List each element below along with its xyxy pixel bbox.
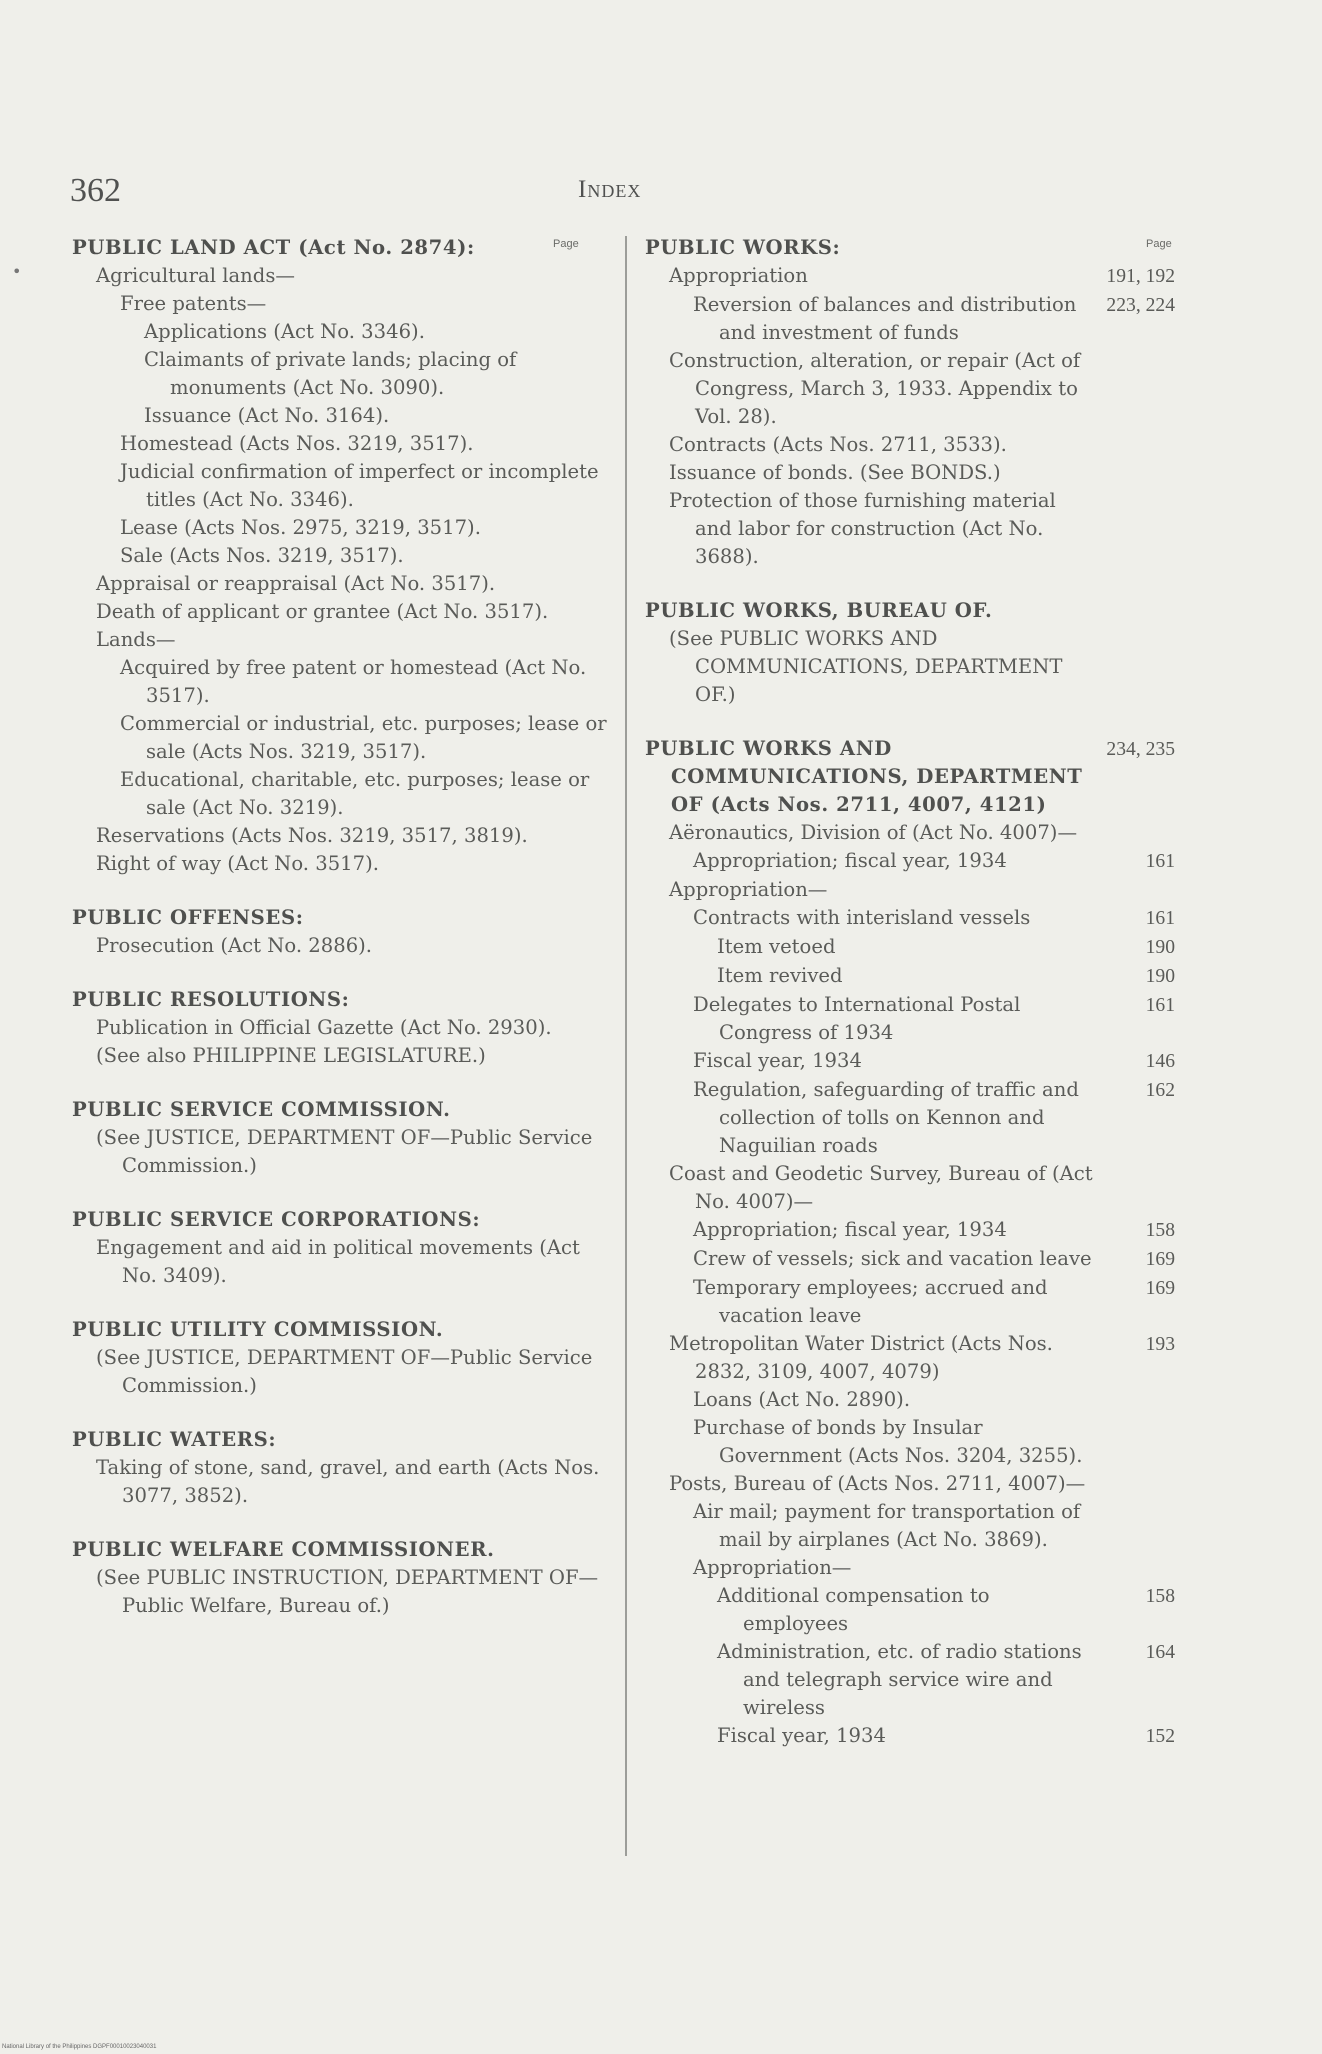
index-subentry: [645, 876, 1175, 904]
entry-text: Protection of those furnishing material and labor for construction (Act No. 3688).: [669, 489, 1056, 568]
entry-text: Reversion of balances and distribution and investment of funds: [693, 293, 1077, 344]
entry-page-ref: 162: [1145, 1080, 1175, 1101]
entry-page-ref: 190: [1145, 966, 1175, 987]
index-subentry: [72, 1454, 610, 1510]
entry-text: Contracts with interisland vessels: [693, 906, 1031, 929]
entry-text: Appropriation—: [669, 878, 828, 901]
entry-page-ref: 161: [1145, 908, 1175, 929]
index-subentry: [72, 1344, 610, 1400]
entry-text: (See PUBLIC INSTRUCTION, DEPARTMENT OF—Public Welfare, Bureau of.): [96, 1566, 599, 1617]
entry-text: PUBLIC SERVICE CORPORATIONS:: [72, 1208, 481, 1231]
index-subentry: [645, 431, 1175, 459]
entry-text: Item vetoed: [717, 935, 836, 958]
entry-text: Judicial confirmation of imperfect or incomplete titles (Act No. 3346).: [120, 460, 599, 511]
entry-page-ref: 169: [1145, 1278, 1175, 1299]
index-subentry: [72, 654, 610, 710]
index-heading: [72, 1096, 610, 1124]
index-subentry: [72, 822, 610, 850]
running-head: Index: [578, 176, 642, 203]
entry-text: Commercial or industrial, etc. purposes; lease or sale (Acts Nos. 3219, 3517).: [120, 712, 607, 763]
index-subentry: [72, 346, 610, 402]
footer-credit: National Library of the Philippines DGPF00010023040031: [2, 2044, 157, 2050]
entry-text: PUBLIC WORKS AND COMMUNICATIONS, DEPARTMENT OF (Acts Nos. 2711, 4007, 4121): [645, 737, 1083, 816]
entry-text: Metropolitan Water District (Acts Nos. 2832, 3109, 4007, 4079): [669, 1332, 1053, 1383]
index-heading: [72, 986, 610, 1014]
entry-text: PUBLIC SERVICE COMMISSION.: [72, 1098, 451, 1121]
entry-page-ref: 152: [1145, 1726, 1175, 1747]
index-heading: [645, 234, 1175, 262]
entry-spacer: [645, 571, 1175, 597]
entry-text: Right of way (Act No. 3517).: [96, 852, 379, 875]
index-subentry: [72, 1564, 610, 1620]
entry-text: PUBLIC WORKS:: [645, 236, 841, 259]
index-subentry: [645, 487, 1175, 571]
entry-text: Item revived: [717, 964, 843, 987]
entry-text: Appropriation; fiscal year, 1934: [693, 849, 1007, 872]
index-subentry: [645, 1245, 1175, 1274]
entry-text: Aëronautics, Division of (Act No. 4007)—: [669, 821, 1078, 844]
entry-text: Free patents—: [120, 292, 267, 315]
entry-page-ref: 146: [1145, 1051, 1175, 1072]
index-subentry: [645, 1414, 1175, 1470]
entry-spacer: [72, 1400, 610, 1426]
index-subentry: [72, 1014, 610, 1042]
entry-text: Fiscal year, 1934: [693, 1049, 862, 1072]
index-heading: [72, 1206, 610, 1234]
entry-page-ref: 193: [1145, 1334, 1175, 1355]
index-heading: [645, 597, 1175, 625]
index-subentry: [72, 1042, 610, 1070]
entry-text: Issuance of bonds. (See BONDS.): [669, 461, 1001, 484]
entry-spacer: [72, 960, 610, 986]
entry-text: Sale (Acts Nos. 3219, 3517).: [120, 544, 404, 567]
entry-text: PUBLIC OFFENSES:: [72, 906, 304, 929]
index-subentry: [72, 710, 610, 766]
entry-page-ref: 158: [1145, 1586, 1175, 1607]
index-subentry: [72, 290, 610, 318]
entry-text: Appropriation: [669, 264, 808, 287]
entry-text: Appropriation; fiscal year, 1934: [693, 1218, 1007, 1241]
index-subentry: [645, 1160, 1175, 1216]
index-subentry: [645, 347, 1175, 431]
index-subentry: [72, 430, 610, 458]
entry-text: PUBLIC WATERS:: [72, 1428, 277, 1451]
index-subentry: [72, 1124, 610, 1180]
entry-text: PUBLIC WORKS, BUREAU OF.: [645, 599, 993, 622]
index-subentry: [645, 1722, 1175, 1751]
entry-text: PUBLIC UTILITY COMMISSION.: [72, 1318, 444, 1341]
right-page-label: Page: [1146, 238, 1172, 250]
entry-spacer: [72, 878, 610, 904]
index-subentry: [645, 1498, 1175, 1554]
index-subentry: [645, 1470, 1175, 1498]
entry-text: Agricultural lands—: [96, 264, 295, 287]
entry-text: Crew of vessels; sick and vacation leave: [693, 1247, 1092, 1270]
entry-text: (See JUSTICE, DEPARTMENT OF—Public Service Commission.): [96, 1126, 593, 1177]
index-subentry: [72, 598, 610, 626]
index-subentry: [645, 291, 1175, 347]
index-heading: [645, 735, 1175, 819]
entry-text: Delegates to International Postal Congress of 1934: [693, 993, 1021, 1044]
entry-text: PUBLIC LAND ACT (Act No. 2874):: [72, 236, 475, 259]
entry-page-ref: 161: [1145, 851, 1175, 872]
entry-text: Issuance (Act No. 3164).: [144, 404, 390, 427]
entry-text: Construction, alteration, or repair (Act of Congress, March 3, 1933. Appendix to Vol. 28).: [669, 349, 1081, 428]
index-subentry: [72, 514, 610, 542]
page-number: 362: [70, 172, 121, 209]
entry-text: Additional compensation to employees: [717, 1584, 990, 1635]
index-subentry: [645, 1554, 1175, 1582]
index-subentry: [72, 1234, 610, 1290]
entry-text: Fiscal year, 1934: [717, 1724, 886, 1747]
index-subentry: [72, 570, 610, 598]
entry-text: Claimants of private lands; placing of monuments (Act No. 3090).: [144, 348, 517, 399]
entry-text: Lands—: [96, 628, 176, 651]
left-page-label: Page: [553, 238, 579, 250]
entry-text: Prosecution (Act No. 2886).: [96, 934, 373, 957]
entry-spacer: [72, 1290, 610, 1316]
entry-page-ref: 164: [1145, 1642, 1175, 1663]
entry-text: Taking of stone, sand, gravel, and earth (Acts Nos. 3077, 3852).: [96, 1456, 600, 1507]
entry-text: Air mail; payment for transportation of mail by airplanes (Act No. 3869).: [693, 1500, 1081, 1551]
entry-text: Purchase of bonds by Insular Government (Acts Nos. 3204, 3255).: [693, 1416, 1083, 1467]
entry-page-ref: 234, 235: [1106, 739, 1175, 760]
entry-text: Regulation, safeguarding of traffic and collection of tolls on Kennon and Naguilian roads: [693, 1078, 1079, 1157]
index-heading: [72, 1316, 610, 1344]
index-subentry: [72, 850, 610, 878]
entry-text: Appraisal or reappraisal (Act No. 3517).: [96, 572, 496, 595]
index-subentry: [72, 626, 610, 654]
index-heading: [72, 1536, 610, 1564]
entry-page-ref: 191, 192: [1106, 266, 1175, 287]
index-subentry: [645, 1638, 1175, 1722]
index-subentry: [645, 1274, 1175, 1330]
entry-text: Coast and Geodetic Survey, Bureau of (Act No. 4007)—: [669, 1162, 1093, 1213]
index-subentry: [72, 458, 610, 514]
entry-text: (See also PHILIPPINE LEGISLATURE.): [96, 1044, 486, 1067]
entry-spacer: [645, 709, 1175, 735]
index-subentry: [645, 1582, 1175, 1638]
index-subentry: [645, 1047, 1175, 1076]
entry-text: Publication in Official Gazette (Act No. 2930).: [96, 1016, 552, 1039]
entry-page-ref: 190: [1145, 937, 1175, 958]
index-subentry: [645, 459, 1175, 487]
index-subentry: [72, 318, 610, 346]
entry-page-ref: 158: [1145, 1220, 1175, 1241]
entry-text: Posts, Bureau of (Acts Nos. 2711, 4007)—: [669, 1472, 1086, 1495]
index-subentry: [645, 1076, 1175, 1160]
index-column-left: [72, 234, 610, 1620]
entry-text: Homestead (Acts Nos. 3219, 3517).: [120, 432, 474, 455]
index-subentry: [645, 1330, 1175, 1386]
entry-text: Contracts (Acts Nos. 2711, 3533).: [669, 433, 1007, 456]
entry-text: (See JUSTICE, DEPARTMENT OF—Public Service Commission.): [96, 1346, 593, 1397]
column-divider: [625, 236, 627, 1856]
entry-spacer: [72, 1510, 610, 1536]
entry-page-ref: 161: [1145, 995, 1175, 1016]
entry-text: Loans (Act No. 2890).: [693, 1388, 911, 1411]
entry-text: Appropriation—: [693, 1556, 852, 1579]
index-heading: [72, 1426, 610, 1454]
entry-text: Death of applicant or grantee (Act No. 3517).: [96, 600, 549, 623]
entry-spacer: [72, 1180, 610, 1206]
entry-text: Educational, charitable, etc. purposes; lease or sale (Act No. 3219).: [120, 768, 590, 819]
entry-text: Lease (Acts Nos. 2975, 3219, 3517).: [120, 516, 481, 539]
entry-text: Reservations (Acts Nos. 3219, 3517, 3819).: [96, 824, 528, 847]
index-subentry: [645, 904, 1175, 933]
entry-text: Temporary employees; accrued and vacation leave: [693, 1276, 1048, 1327]
index-subentry: [72, 262, 610, 290]
index-column-right: [645, 234, 1175, 1751]
index-subentry: [645, 625, 1175, 709]
index-subentry: [645, 847, 1175, 876]
index-subentry: [72, 542, 610, 570]
index-subentry: [72, 402, 610, 430]
index-subentry: [72, 766, 610, 822]
index-subentry: [72, 932, 610, 960]
entry-text: PUBLIC WELFARE COMMISSIONER.: [72, 1538, 495, 1561]
index-heading: [72, 234, 610, 262]
entry-text: Applications (Act No. 3346).: [144, 320, 425, 343]
entry-page-ref: 169: [1145, 1249, 1175, 1270]
entry-text: Acquired by free patent or homestead (Act No. 3517).: [120, 656, 587, 707]
index-subentry: [645, 819, 1175, 847]
entry-text: (See PUBLIC WORKS AND COMMUNICATIONS, DEPARTMENT OF.): [669, 627, 1063, 706]
entry-page-ref: 223, 224: [1106, 295, 1175, 316]
index-subentry: [645, 262, 1175, 291]
index-heading: [72, 904, 610, 932]
index-subentry: [645, 933, 1175, 962]
entry-text: Administration, etc. of radio stations and telegraph service wire and wireless: [717, 1640, 1082, 1719]
index-subentry: [645, 991, 1175, 1047]
entry-spacer: [72, 1070, 610, 1096]
margin-mark: •: [12, 262, 22, 281]
entry-text: PUBLIC RESOLUTIONS:: [72, 988, 350, 1011]
index-subentry: [645, 962, 1175, 991]
index-subentry: [645, 1216, 1175, 1245]
index-subentry: [645, 1386, 1175, 1414]
entry-text: Engagement and aid in political movements (Act No. 3409).: [96, 1236, 580, 1287]
